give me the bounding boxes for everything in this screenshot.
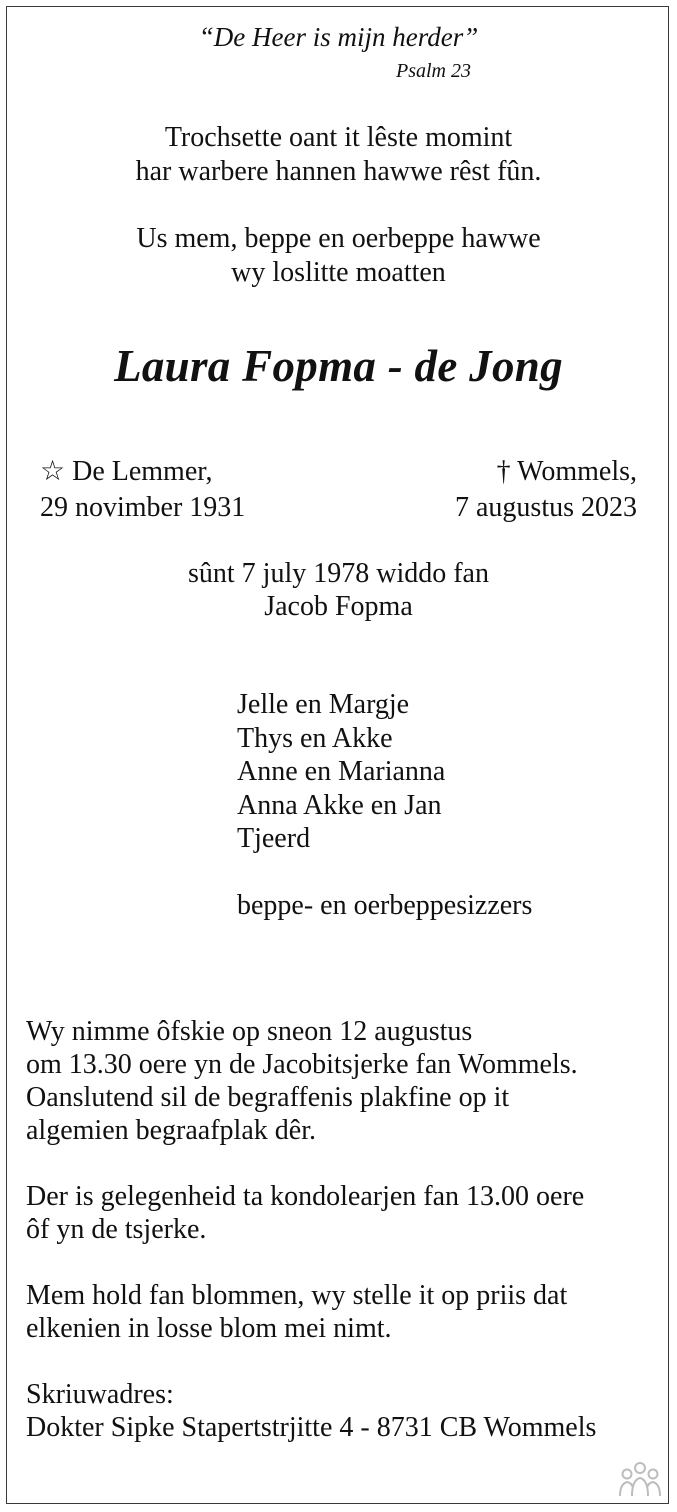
condolence-line: ôf yn de tsjerke. <box>26 1214 207 1245</box>
birth-place: ☆ De Lemmer, <box>40 456 213 487</box>
funeral-line: om 13.30 oere yn de Jacobitsjerke fan Wommels. <box>26 1049 578 1080</box>
widow-info <box>0 557 677 623</box>
death-info <box>455 454 637 526</box>
widow-line: Jacob Fopma <box>264 591 413 622</box>
family-member: Anne en Marianna <box>237 756 446 787</box>
people-group-icon <box>617 1460 663 1500</box>
condolence-paragraph <box>26 1180 666 1246</box>
birth-info <box>40 454 245 526</box>
address-line: Dokter Sipke Stapertstrjitte 4 - 8731 CB Wommels <box>26 1412 597 1443</box>
epigraph-source: Psalm 23 <box>396 60 471 82</box>
condolence-line: Der is gelegenheid ta kondolearjen fan 13.00 oere <box>26 1181 585 1212</box>
family-member: Anna Akke en Jan <box>237 789 442 821</box>
address-label: Skriuwadres: <box>26 1379 174 1410</box>
intro-text-1 <box>0 121 677 189</box>
family-member: Tjeerd <box>237 823 311 854</box>
grandchildren: beppe- en oerbeppesizzers <box>237 889 533 921</box>
intro-line: Trochsette oant it lêste momint <box>164 122 513 153</box>
death-date: 7 augustus 2023 <box>455 492 637 523</box>
intro-line: Us mem, beppe en oerbeppe hawwe <box>136 223 541 254</box>
funeral-line: Wy nimme ôfskie op sneon 12 augustus <box>26 1016 473 1047</box>
spacer <box>237 856 532 889</box>
intro-text-2 <box>0 222 677 290</box>
epigraph-quote: “De Heer is mijn herder” <box>198 22 479 52</box>
flowers-line: Mem hold fan blommen, wy stelle it op priis dat <box>26 1280 568 1311</box>
flowers-line: elkenien in losse blom mei nimt. <box>26 1313 392 1344</box>
birth-date: 29 novimber 1931 <box>40 492 246 523</box>
address-block <box>26 1378 666 1444</box>
death-place: † Wommels, <box>496 456 637 487</box>
family-list <box>237 688 532 922</box>
funeral-line: Oanslutend sil de begraffenis plakfine op it <box>26 1082 510 1113</box>
funeral-line: algemien begraafplak dêr. <box>26 1115 316 1146</box>
flowers-paragraph <box>26 1279 666 1345</box>
deceased-name: Laura Fopma - de Jong <box>114 341 563 391</box>
intro-line: har warbere hannen hawwe rêst fûn. <box>135 156 542 187</box>
widow-line: sûnt 7 july 1978 widdo fan <box>188 558 489 589</box>
intro-line: wy loslitte moatten <box>231 257 446 288</box>
funeral-paragraph <box>26 1015 666 1147</box>
family-member: Thys en Akke <box>237 722 393 754</box>
funeral-details <box>26 1015 666 1444</box>
family-member: Jelle en Margje <box>237 689 410 720</box>
